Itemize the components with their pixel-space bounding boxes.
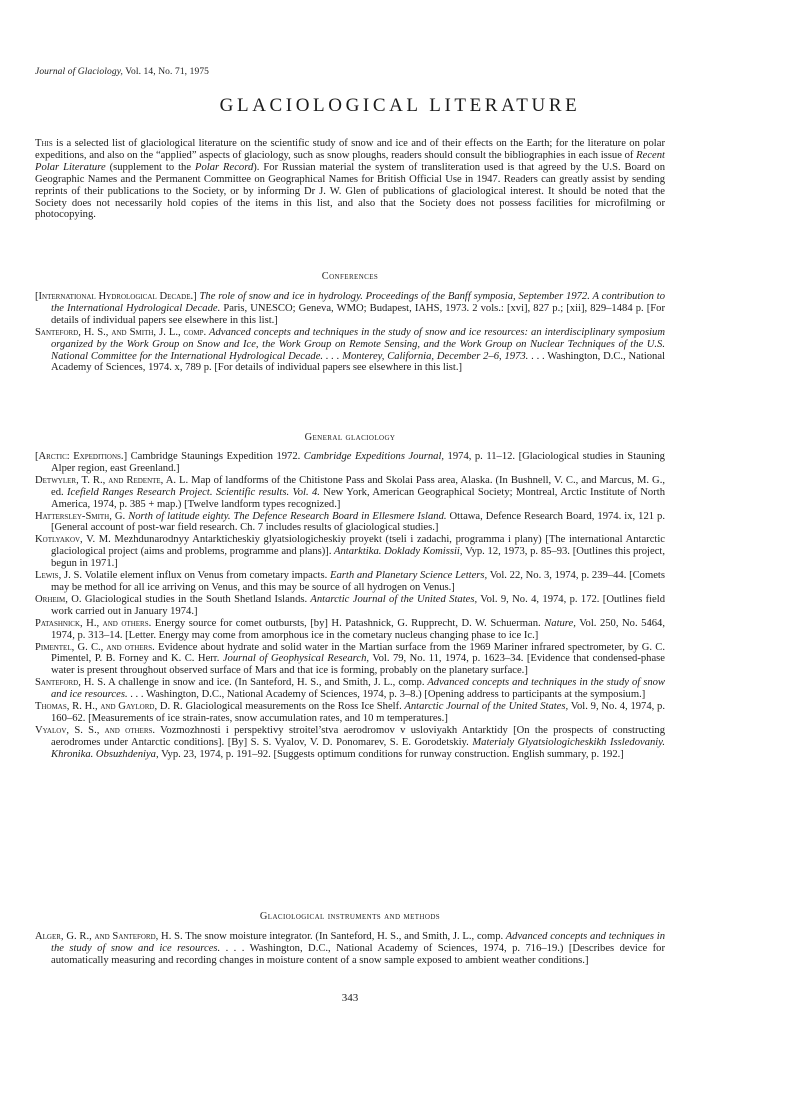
section-heading-instruments-methods: Glaciological instruments and methods (259, 911, 441, 922)
entry-details: Vol. 9, No. 4, 1974, p. 160–62. [Measurements of ice strain-rates, snow accumulation rates, and 10 m temperatures.] (51, 701, 666, 724)
list-item (35, 701, 665, 725)
entry-source: Nature, (540, 617, 576, 629)
list-item (35, 677, 665, 701)
entry-source: Antarktika. Doklady Komissii, (331, 546, 463, 558)
entry-source: Materialy Glyatsiologicheskikh Issledovaniy. Khronika. Obsuzhdeniya, (51, 736, 665, 760)
entry-details: Ottawa, Defence Research Board, 1974. ix, 121 p. [General account of post-war field research. Ch. 7 includes results of glaciological studies.] (51, 510, 665, 534)
entry-source: Antarctic Journal of the United States, (307, 593, 478, 605)
list-item (35, 534, 665, 570)
list-item (35, 931, 665, 967)
entry-source: Antarctic Journal of the United States, (401, 701, 569, 713)
entry-author: Detwyler, T. R., and Redente, A. L. (35, 474, 189, 486)
entry-source: Earth and Planetary Science Letters, (327, 570, 488, 582)
general-glaciology-list (35, 451, 665, 761)
entry-title: A challenge in snow and ice. (In Santeford, H. S., and Smith, J. L., comp. (105, 677, 425, 689)
intro-polar-record: Polar Record (194, 161, 254, 173)
section-heading-conferences: Conferences (321, 271, 379, 282)
entry-author: Pimentel, G. C., and others. (35, 641, 155, 653)
entry-author: [Arctic: Expeditions.] (35, 451, 128, 462)
entry-details: New York, American Geographical Society; Montreal, Arctic Institute of North America, 1974, p. 385 + map.) [Twelve landform types recognized.] (51, 486, 665, 510)
intro-text-2: (supplement to the (105, 161, 195, 173)
journal-header (35, 67, 209, 77)
entry-title: North of latitude eighty. The Defence Research Board in Ellesmere Island. (125, 510, 447, 522)
list-item (35, 618, 665, 642)
entry-details: Vol. 250, No. 5464, 1974, p. 313–14. [Letter. Energy may come from amorphous ice in the cometary nucleus changing phase to ice Ic.] (51, 617, 666, 641)
entry-title: Advanced concepts and techniques in the study of snow and ice resources: an interdisciplinary symposium organized by the Work Group on Snow and Ice, the Work Group on Remote Sensing, and the Work Group on Nuclear Techniques of the U.S. National Committee for the International Hydrological Decade. . . . Monterey, California, December 2–6, 1973. (51, 326, 665, 362)
entry-author: Thomas, R. H., and Gaylord, D. R. (35, 701, 183, 713)
entry-title: The snow moisture integrator. (In Santeford, H. S., and Smith, J. L., comp. (182, 931, 504, 942)
entry-source: Journal of Geophysical Research, (219, 653, 370, 665)
entry-source: Advanced concepts and techniques in the study of snow and ice resources. (51, 677, 665, 701)
entry-details: Vol. 79, No. 11, 1974, p. 1623–34. [Evidence that condensed-phase water is present throughout observed surface of Mars and that ice is forming, probably on the planetary surface.] (51, 653, 665, 677)
entry-source: Icefield Ranges Research Project. Scientific results. Vol. 4. (63, 486, 320, 498)
entry-author: Lewis, J. S. (35, 570, 83, 582)
entry-author: Alger, G. R., and Santeford, H. S. (35, 931, 183, 942)
intro-first-word: This (35, 138, 53, 149)
entry-author: Orheim, O. (35, 593, 82, 605)
conferences-list (35, 291, 665, 374)
intro-text-1: is a selected list of glaciological literature on the scientific study of snow and ice and of their effects on the Earth; for the literature on polar expeditions, and also on the “applied” aspects of glaciology, such as snow ploughs, readers should consult the bibliographies in each issue of (35, 138, 665, 161)
intro-text-3: ). For Russian material the system of transliteration used is that agreed by the U.S. Board on Geographic Names and the Permanent Committee on Geographical Names for British Official Use in 1947. Readers can greatly assist by sending reprints of their publications to the Society, or by informing Dr J. W. Glen of publications of glaciological interest. It should be noted that the Society does not necessarily hold copies of the items in this list, and also that the Society does not possess facilities for microfilming or photocopying. (35, 161, 665, 221)
entry-title: Glaciological studies in the South Shetland Islands. (81, 593, 308, 605)
list-item (35, 291, 665, 327)
list-item (35, 642, 665, 678)
section-heading-general-glaciology: General glaciology (304, 432, 396, 443)
intro-recent-polar-literature: Recent Polar Literature (35, 149, 665, 173)
entry-details: Vyp. 12, 1973, p. 85–93. [Outlines this project, begun in 1971.] (51, 546, 666, 570)
entry-details: 1974, p. 11–12. [Glaciological studies in Stauning Alper region, east Greenland.] (51, 451, 665, 474)
entry-author: Hattersley-Smith, G. (35, 510, 126, 522)
entry-author: Kotlyakov, V. M. (35, 534, 111, 546)
entry-title: Cambridge Staunings Expedition 1972. (127, 451, 301, 462)
journal-issue: Vol. 14, No. 71, 1975 (125, 67, 210, 77)
list-item (35, 594, 665, 618)
entry-title: Energy source for comet outbursts, [by] H. Patashnick, G. Rupprecht, D. W. Schuerman. (151, 617, 541, 629)
entry-author: Vyalov, S. S., and others. (35, 724, 156, 736)
entry-title: Map of landforms of the Chitistone Pass and Skolai Pass area, Alaska. (In Bushnell, V. C., and Marcus, M. G., ed. (51, 474, 665, 498)
entry-details: Vol. 9, No. 4, 1974, p. 172. [Outlines field work carried out in January 1974.] (51, 593, 665, 617)
list-item (35, 570, 665, 594)
entry-details: . . . Washington, D.C., National Academy of Sciences, 1974. x, 789 p. [For details of individual papers see elsewhere in this list.] (51, 350, 666, 374)
list-item (35, 725, 665, 761)
instruments-methods-list (35, 931, 665, 967)
entry-author: [International Hydrological Decade.] (35, 291, 197, 302)
entry-author: Patashnick, H., and others. (35, 617, 152, 629)
entry-details: Paris, UNESCO; Geneva, WMO; Budapest, IAHS, 1973. 2 vols.: [xvi], 827 p.; [xii], 829–1484 p. [For details of individual papers see elsewhere in this list.] (51, 302, 665, 326)
list-item (35, 475, 665, 511)
list-item (35, 451, 665, 475)
entry-title: Evidence about hydrate and solid water in the Martian surface from the 1969 Mariner infrared spectrometer, by G. C. Pimentel, P. B. Forney and K. C. Herr. (51, 641, 665, 665)
intro-paragraph (35, 138, 665, 221)
entry-details: . . . Washington, D.C., National Academy of Sciences, 1974, p. 716–19.) [Describes device for automatically measuring and recording changes in moisture content of a snow sample exposed to ambient weather conditions.] (51, 942, 665, 966)
entry-details: Vyp. 23, 1974, p. 191–92. [Suggests optimum conditions for runway construction. English summary, p. 192.] (158, 748, 624, 760)
entry-author: Santeford, H. S., and Smith, J. L., comp. (35, 326, 207, 338)
entry-title: The role of snow and ice in hydrology. Proceedings of the Banff symposia, September 1972. A contribution to the International Hydrological Decade. (51, 291, 666, 314)
entry-author: Santeford, H. S. (35, 677, 106, 689)
entry-title: Vozmozhnosti i perspektivy stroitel’stva aerodromov v usloviyakh Antarktidy [On the prospects of constructing aerodromes under Antarctic conditions]. [By] S. S. Vyalov, V. D. Ponomarev, S. E. Gorodetskiy. (51, 724, 665, 748)
entry-title: Volatile element influx on Venus from cometary impacts. (82, 570, 328, 582)
page-title: GLACIOLOGICAL LITERATURE (219, 95, 581, 116)
entry-source: Advanced concepts and techniques in the study of snow and ice resources. (51, 931, 665, 954)
entry-title: Mezhdunarodnyy Antarkticheskiy glyatsiologicheskiy proyekt (tseli i zadachi, programma i plany) [The international Antarctic glaciological project (aims and problems, programme and plans)]. (51, 534, 665, 558)
entry-details: Vol. 22, No. 3, 1974, p. 239–44. [Comets may be method for all ice arriving on Venus, and this may be source of all hydrogen on Venus.] (51, 570, 665, 593)
journal-name: Journal of Glaciology, (35, 67, 123, 77)
entry-source: Cambridge Expeditions Journal, (300, 451, 445, 462)
list-item (35, 327, 665, 375)
entry-details: . . . Washington, D.C., National Academy of Sciences, 1974, p. 3–8.) [Opening address to participants at the symposium.] (127, 689, 646, 701)
list-item (35, 511, 665, 535)
entry-title: Glaciological measurements on the Ross Ice Shelf. (182, 701, 402, 713)
page-number: 343 (341, 992, 359, 1004)
